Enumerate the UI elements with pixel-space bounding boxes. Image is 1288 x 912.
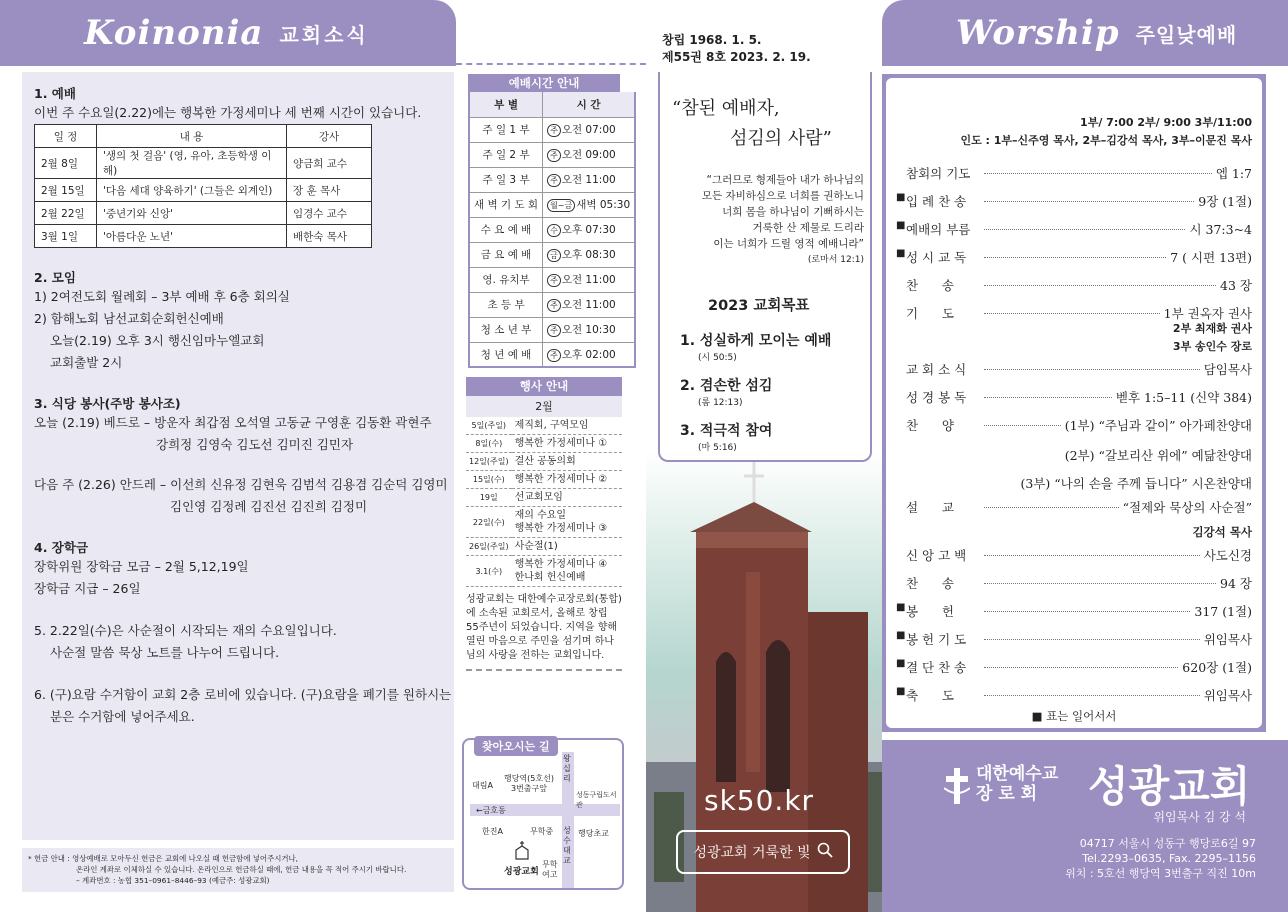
cover-panel [646,72,882,912]
goal-ref: (시 50:5) [698,353,737,363]
day-badge: 주 [547,174,561,187]
phone-line: Tel.2293–0635, Fax. 2295–1156 [1082,852,1256,865]
dotted-leader [984,276,1216,286]
bible-verse [702,172,864,268]
map-label: 성수대교 [563,826,571,865]
service-label: 찬 송 [906,278,954,293]
footer-panel [882,740,1288,912]
service-item [896,276,1252,294]
dotted-leader [984,574,1216,584]
goal-ref: (롬 12:13) [698,398,743,408]
goal-ref: (마 5:16) [698,443,737,453]
seminar-speaker: 배한숙 목사 [287,225,372,248]
goal-title: 2023 교회목표 [708,298,810,314]
offering-line-2: 온라인 계좌로 이체하실 수 있습니다. 온라인으로 헌금하실 때에, 헌금 내용을 꼭 적어 주시기 바랍니다. [76,865,407,874]
service-mark: ■ [896,248,906,259]
table-row [469,192,635,217]
seminar-col-speaker: 강사 [287,125,372,148]
time-text: 오전 11:00 [561,174,616,186]
news-text-5a: 5. 2.22일(수)은 사순절이 시작되는 재의 수요일입니다. [34,623,337,638]
schedule-part: 수 요 예 배 [469,217,543,242]
right-header [882,0,1288,66]
church-icon [512,840,532,860]
service-item [896,416,1252,434]
headline [672,94,832,154]
service-mark: ■ [896,686,906,697]
news-text-3d: 김인영 김정례 김진선 김진희 김정미 [170,499,368,514]
dotted-leader [984,546,1200,556]
schedule-time [543,142,636,167]
news-title-3: 3. 식당 봉사(주방 봉사조) [34,396,181,411]
news-text-4b: 장학금 지급 – 26일 [34,581,141,596]
right-header-script: Worship [956,13,1120,53]
time-text: 오전 10:30 [561,324,616,336]
offering-line-3: – 계좌번호 : 농협 351–0961–8446–93 (예금주: 성광교회) [76,876,270,885]
offering-line-1: * 헌금 안내 : 영상예배로 모아두신 헌금은 교회에 나오실 때 헌금함에 넣어주시거나, [28,854,298,863]
dotted-leader [984,630,1200,640]
dotted-leader [984,248,1166,258]
dotted-leader [984,360,1200,370]
events-title: 행사 안내 [466,377,622,396]
news-text-3b: 강희정 김영숙 김도선 김미진 김민자 [156,437,354,452]
left-header [0,0,456,66]
service-value: 9장 (1절) [1198,194,1252,209]
left-header-script: Koinonia [84,13,264,53]
issue-number: 제55권 8호 2023. 2. 19. [662,50,811,64]
left-header-rule [456,63,646,65]
news-text-2a: 1) 2여전도회 월례회 – 3부 예배 후 6층 회의실 [34,289,290,304]
event-date: 5일(주일) [466,417,512,435]
dotted-leader [984,658,1178,668]
service-label: 결 단 찬 송 [906,660,967,675]
event-text: 결산 공동의회 [512,453,622,471]
news-text-2d: 교회출발 2시 [50,355,123,370]
table-row [469,342,635,367]
service-label: 봉 헌 기 도 [906,632,967,647]
service-value: 317 (1절) [1194,604,1252,619]
schedule-col-part: 부 별 [469,92,543,117]
service-label: 기 도 [906,306,954,321]
map-label: 무학여고 [542,860,558,879]
service-value: 위임목사 [1203,688,1252,703]
schedule-time [543,167,636,192]
schedule-time [543,342,636,367]
verse-line: 거룩한 산 제물로 드리라 [752,222,864,234]
denomination-line-2: 장 로 회 [976,784,1038,804]
seminar-table [34,124,372,248]
map-label: 한진A [482,827,503,836]
schedule-time [543,217,636,242]
map-label: 무학중 [530,827,554,836]
event-text: 제직회, 구역모임 [512,417,622,435]
news-text-6a: 6. (구)요람 수거함이 교회 2층 로비에 있습니다. (구)요람을 폐기를 원하시는 [34,687,452,702]
service-item [896,686,1252,704]
offering-note [22,848,454,892]
event-date: 26일(주일) [466,538,512,556]
events-month: 2월 [466,396,622,417]
service-label: 성 경 봉 독 [906,390,967,405]
service-value: 위임목사 [1203,632,1252,647]
right-header-korean: 주일낮예배 [1135,22,1238,47]
dotted-leader [984,602,1190,612]
schedule-time [543,242,636,267]
service-label: 찬 양 [906,418,954,433]
schedule-part: 주 일 1 부 [469,117,543,142]
day-badge: 수 [547,224,561,237]
event-text: 선교회모임 [512,489,622,507]
time-text: 오전 11:00 [561,274,616,286]
schedule-col-time: 시 간 [543,92,636,117]
day-badge: 주 [547,349,561,362]
day-badge: 주 [547,149,561,162]
schedule-table [468,92,636,368]
schedule-header [469,92,635,117]
service-item [896,388,1252,406]
table-row [466,453,622,471]
table-row [466,471,622,489]
schedule-time [543,192,636,217]
news-text-6b: 분은 수거함에 넣어주세요. [50,709,195,724]
seminar-col-content: 내 용 [97,125,287,148]
table-row [466,417,622,435]
service-label: 축 도 [906,688,954,703]
goal-list [680,330,860,453]
dotted-leader [984,304,1160,314]
event-text: 사순절(1) [512,538,622,556]
service-value: 1부 권옥자 권사 [1163,306,1252,321]
time-text: 오후 07:30 [561,224,616,236]
dotted-leader [984,498,1119,508]
table-row [35,179,372,202]
headline-line-1: “참된 예배자, [672,98,780,119]
dotted-leader [984,220,1185,230]
address-line: 04717 서울시 성동구 행당로6길 97 [1079,837,1256,850]
verse-line: 너희 몸을 하나님이 기뻐하시는 [722,206,864,218]
news-title-1: 1. 예배 [34,86,76,101]
service-label: 성 시 교 독 [906,250,967,265]
map-label: 성동구립도서관 [576,791,617,809]
worship-panel [882,74,1266,732]
founded-date: 창립 1968. 1. 5. [662,33,762,47]
news-text-1: 이번 주 수요일(2.22)에는 행복한 가정세미나 세 번째 시간이 있습니다. [34,105,422,120]
schedule-part: 청 년 예 배 [469,342,543,367]
day-badge: 주 [547,324,561,337]
seminar-topic: '아름다운 노년' [97,225,287,248]
service-label: 교 회 소 식 [906,362,967,377]
denomination [976,764,1058,804]
news-text-3c: 다음 주 (2.26) 안드레 – 이선희 신유정 김현욱 김범석 김용겸 김순덕 김영미 [34,477,448,492]
table-row [466,556,622,587]
service-value: 담임목사 [1203,362,1252,377]
map-title: 찾아오시는 길 [474,736,558,756]
news-title-4: 4. 장학금 [34,540,89,555]
headline-line-2: 섬김의 사람” [730,128,832,149]
schedule-box [468,74,631,368]
service-label: 참회의 기도 [906,166,971,181]
service-item [896,546,1252,564]
prayer-line-3: 3부 송인수 장로 [1172,340,1252,353]
table-row [35,148,372,179]
choir-line-2: (2부) “갈보리산 위에” 예닮찬양대 [1064,448,1252,463]
table-row [466,507,622,538]
news-text-5b: 사순절 말씀 묵상 노트를 나누어 드립니다. [50,645,280,660]
news-panel [22,72,454,840]
table-row [469,242,635,267]
service-item [896,220,1252,238]
verse-reference: (로마서 12:1) [807,255,864,265]
service-item [896,658,1252,676]
map-label: 대림A [472,781,493,790]
event-date: 8일(수) [466,435,512,453]
service-label: 입 례 찬 송 [906,194,967,209]
day-badge: 월~금 [547,199,575,212]
map-box [462,738,624,890]
schedule-title: 예배시간 안내 [468,74,620,92]
table-row [469,142,635,167]
service-value: 시 37:3~4 [1189,222,1252,237]
service-item [896,574,1252,592]
church-name: 성광교회 [1088,762,1251,811]
service-mark: ■ [896,192,906,203]
service-value: 7 ( 시편 13편) [1170,250,1252,265]
table-row [466,538,622,556]
service-item [896,248,1252,266]
search-box[interactable] [676,830,850,874]
dotted-leader [984,388,1112,398]
schedule-time [543,117,636,142]
seminar-date: 3월 1일 [35,225,97,248]
service-value: 사도신경 [1203,548,1252,563]
schedule-part: 영. 유치부 [469,267,543,292]
news-text-3a: 오늘 (2.19) 베드로 – 방운자 최갑점 오석열 고동균 구영훈 김동환 곽현주 [34,415,432,430]
service-value: 엡 1:7 [1215,166,1252,181]
event-date: 12일(주일) [466,453,512,471]
events-table [466,417,622,587]
choir-line-3: (3부) “나의 손을 주께 듭니다” 시온찬양대 [1020,476,1252,491]
schedule-time [543,267,636,292]
schedule-time [543,292,636,317]
map-label: 성광교회 [504,867,539,877]
schedule-part: 초 등 부 [469,292,543,317]
table-row [466,489,622,507]
seminar-col-date: 일 정 [35,125,97,148]
worship-leaders: 인도 : 1부–신주영 목사, 2부–김강석 목사, 3부–이문진 목사 [960,134,1252,147]
goal-item: 3. 적극적 참여 [680,423,773,439]
prayer-line-2: 2부 최재화 권사 [1172,322,1252,335]
time-text: 오후 08:30 [561,249,616,261]
event-date: 3.1(수) [466,556,512,587]
seminar-speaker: 임경수 교수 [287,202,372,225]
seminar-topic: '중년기와 신앙' [97,202,287,225]
search-text: 성광교회 거룩한 빛 [693,845,811,861]
service-label: 봉 헌 [906,604,954,619]
service-item [896,602,1252,620]
service-item [896,630,1252,648]
table-row [469,317,635,342]
table-row [469,267,635,292]
dotted-leader [984,416,1061,426]
time-text: 오전 07:00 [561,124,616,136]
schedule-part: 청 소 년 부 [469,317,543,342]
news-text-2b: 2) 함해노회 남선교회순회헌신예배 [34,311,224,326]
time-text: 오전 11:00 [561,299,616,311]
service-value: 벧후 1:5–11 (신약 384) [1115,390,1252,405]
event-text: 행복한 가정세미나 ④ 한나회 헌신예배 [512,556,622,587]
event-date: 19일 [466,489,512,507]
news-text-2c: 오늘(2.19) 오후 3시 행신임마누엘교회 [50,333,265,348]
verse-line: 모든 자비하심으로 너희를 권하노니 [701,190,864,202]
service-mark: ■ [896,602,906,613]
verse-line: 이는 너희가 드릴 영적 예배니라” [713,238,864,250]
map-label: 왕십리 [563,754,571,783]
seminar-topic: '생의 첫 걸음' (영, 유아, 초등학생 이해) [97,148,287,179]
dotted-leader [984,192,1194,202]
table-row [469,117,635,142]
dotted-leader [984,686,1200,696]
events-box [466,377,622,671]
service-value: 43 장 [1220,278,1252,293]
service-value: 620장 (1절) [1182,660,1252,675]
day-badge: 주 [547,274,561,287]
seminar-table-header [35,125,372,148]
map-label: 행당초교 [578,829,609,838]
day-badge: 금 [547,249,561,262]
search-icon [817,842,833,862]
worship-inner [886,78,1262,728]
website-url[interactable]: sk50.kr [704,784,815,817]
table-row [35,225,372,248]
time-text: 오전 09:00 [561,149,616,161]
service-item [896,360,1252,378]
map-label: 행당역(5호선) 3번출구앞 [504,774,554,793]
service-mark: ■ [896,658,906,669]
service-mark: ■ [896,630,906,641]
service-value: “절제와 묵상의 사순절” [1122,500,1252,515]
service-label: 신 앙 고 백 [906,548,967,563]
service-item [896,164,1252,182]
order-of-service [896,164,1252,724]
issue-info [662,32,811,66]
map-label: ←금호동 [476,806,506,815]
news-title-2: 2. 모임 [34,270,76,285]
schedule-part: 주 일 2 부 [469,142,543,167]
left-header-korean: 교회소식 [279,22,369,47]
service-mark: ■ [896,220,906,231]
seminar-speaker: 장 훈 목사 [287,179,372,202]
verse-line: “그러므로 형제들아 내가 하나님의 [706,174,864,186]
schedule-part: 금 요 예 배 [469,242,543,267]
address [1065,836,1256,881]
service-value: (1부) “주님과 같이” 아가페찬양대 [1064,418,1252,433]
table-row [466,435,622,453]
goal-item: 2. 겸손한 섬김 [680,378,773,394]
seminar-date: 2월 22일 [35,202,97,225]
service-value: 94 장 [1220,576,1252,591]
schedule-time [543,317,636,342]
dotted-leader [984,164,1212,174]
service-label: 찬 송 [906,576,954,591]
service-label: 예배의 부름 [906,222,971,237]
time-text: 오후 02:00 [561,348,616,361]
cross-logo-icon [944,768,970,808]
table-row [469,167,635,192]
worship-times: 1부/ 7:00 2부/ 9:00 3부/11:00 [1080,116,1252,129]
service-item [896,498,1252,516]
preacher: 김강석 목사 [1192,525,1252,539]
news-text-4a: 장학위원 장학금 모금 – 2월 5,12,19일 [34,559,249,574]
events-intro: 성광교회는 대한예수교장로회(통합)에 소속된 교회로서, 올해로 창립 55주년이 되었습니다. 지역을 향해 열린 마음으로 주민을 섬기며 하나님의 사랑을 전하는 교회입니다. [466,593,622,671]
schedule-part: 주 일 3 부 [469,167,543,192]
event-text: 재의 수요일 행복한 가정세미나 ③ [512,507,622,538]
event-date: 22일(수) [466,507,512,538]
service-item [896,192,1252,210]
seminar-speaker: 양금희 교수 [287,148,372,179]
table-row [469,292,635,317]
event-date: 15일(수) [466,471,512,489]
stand-note: ■ 표는 일어서서 [1031,709,1117,723]
goal-item: 1. 성실하게 모이는 예배 [680,333,832,349]
event-text: 행복한 가정세미나 ② [512,471,622,489]
service-label: 설 교 [906,500,954,515]
table-row [35,202,372,225]
day-badge: 주 [547,124,561,137]
seminar-topic: '다음 세대 양육하기' (그들은 외계인) [97,179,287,202]
senior-pastor: 위임목사 김 강 석 [1153,810,1246,824]
location-line: 위치 : 5호선 행당역 3번출구 직진 10m [1065,867,1256,880]
table-row [469,217,635,242]
seminar-date: 2월 8일 [35,148,97,179]
event-text: 행복한 가정세미나 ① [512,435,622,453]
schedule-part: 새 벽 기 도 회 [469,192,543,217]
denomination-line-1: 대한예수교 [976,764,1059,784]
day-badge: 주 [547,299,561,312]
time-text: 새벽 05:30 [576,199,631,211]
seminar-date: 2월 15일 [35,179,97,202]
